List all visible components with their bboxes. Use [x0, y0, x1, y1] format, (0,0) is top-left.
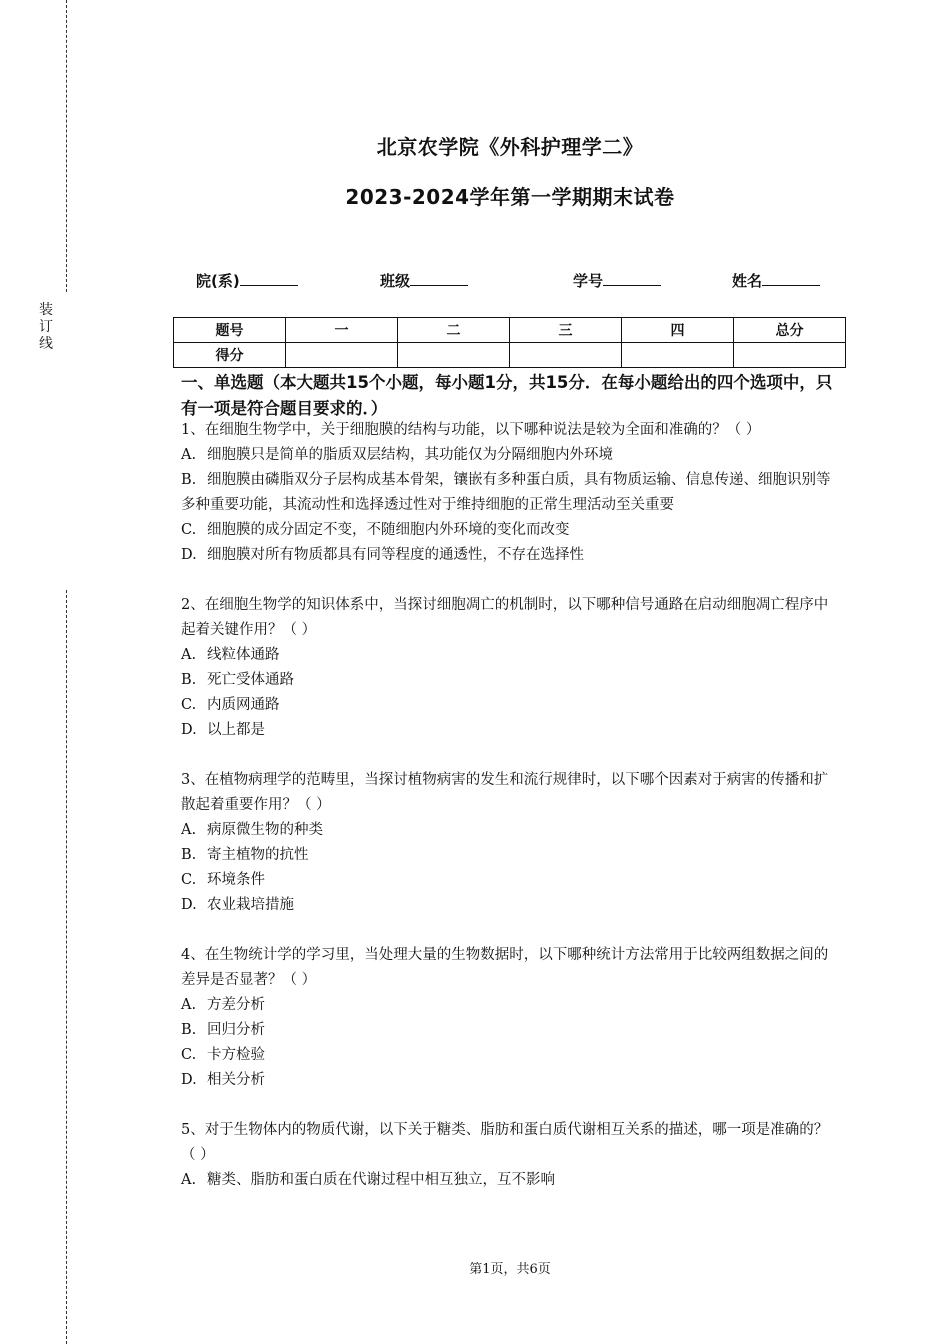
option-text: 细胞膜只是简单的脂质双层结构，其功能仅为分隔细胞内外环境 [207, 447, 613, 463]
department-label: 院(系) [196, 272, 240, 290]
score-cell[interactable] [622, 343, 734, 368]
option-letter: B. [181, 672, 197, 688]
score-table-header-cell: 四 [622, 318, 734, 343]
question-option[interactable] [181, 468, 841, 518]
question-option[interactable] [181, 668, 841, 693]
option-text: 线粒体通路 [207, 647, 280, 663]
exam-title: 北京农学院《外科护理学二》 [376, 135, 644, 159]
department-field[interactable] [196, 270, 298, 291]
option-letter: D. [181, 1072, 197, 1088]
question-option[interactable] [181, 1018, 841, 1043]
option-text: 病原微生物的种类 [207, 822, 323, 838]
question-stem: 2、在细胞生物学的知识体系中，当探讨细胞凋亡的机制时，以下哪种信号通路在启动细胞凋亡程序中起着关键作用？（ ） [181, 597, 829, 638]
option-letter: D. [181, 547, 197, 563]
question-option[interactable] [181, 443, 841, 468]
option-letter: A. [181, 1172, 197, 1188]
option-letter: A. [181, 647, 197, 663]
question-list [181, 418, 841, 1218]
option-text: 死亡受体通路 [207, 672, 294, 688]
option-text: 相关分析 [207, 1072, 265, 1088]
class-field[interactable] [380, 270, 468, 291]
option-text: 环境条件 [207, 872, 265, 888]
binding-label: 装订线 [39, 302, 53, 352]
score-cell[interactable] [286, 343, 398, 368]
name-label: 姓名 [732, 272, 763, 290]
option-letter: C. [181, 1047, 197, 1063]
question-option[interactable] [181, 693, 841, 718]
question [181, 593, 841, 743]
question-option[interactable] [181, 518, 841, 543]
score-table-header-cell: 三 [510, 318, 622, 343]
question [181, 418, 841, 568]
student-id-label: 学号 [573, 272, 604, 290]
option-letter: A. [181, 997, 197, 1013]
question-option[interactable] [181, 1168, 841, 1193]
page-footer: 第1页，共6页 [469, 1262, 551, 1277]
option-letter: A. [181, 447, 197, 463]
name-field[interactable] [732, 270, 820, 291]
question-stem: 1、在细胞生物学中，关于细胞膜的结构与功能，以下哪种说法是较为全面和准确的？（ ） [181, 422, 761, 438]
score-table-score-row [174, 343, 846, 368]
question [181, 768, 841, 918]
exam-subtitle: 2023-2024学年第一学期期末试卷 [345, 185, 675, 209]
option-letter: B. [181, 1022, 197, 1038]
option-letter: D. [181, 897, 197, 913]
name-blank[interactable] [762, 270, 820, 286]
question-option[interactable] [181, 1068, 841, 1093]
option-text: 回归分析 [207, 1022, 265, 1038]
question-option[interactable] [181, 1043, 841, 1068]
question-option[interactable] [181, 893, 841, 918]
score-table-header-cell: 总分 [734, 318, 846, 343]
option-text: 以上都是 [207, 722, 265, 738]
option-text: 细胞膜对所有物质都具有同等程度的通透性，不存在选择性 [207, 547, 584, 563]
question-option[interactable] [181, 843, 841, 868]
option-text: 糖类、脂肪和蛋白质在代谢过程中相互独立，互不影响 [207, 1172, 555, 1188]
score-row-label: 得分 [174, 343, 286, 368]
option-letter: D. [181, 722, 197, 738]
class-label: 班级 [380, 272, 411, 290]
student-info-row [0, 270, 950, 290]
class-blank[interactable] [410, 270, 468, 286]
option-text: 细胞膜由磷脂双分子层构成基本骨架，镶嵌有多种蛋白质，具有物质运输、信息传递、细胞识别等多种重要功能，其流动性和选择透过性对于维持细胞的正常生理活动至关重要 [181, 472, 831, 513]
option-text: 内质网通路 [207, 697, 280, 713]
department-blank[interactable] [240, 270, 298, 286]
score-table [173, 317, 846, 368]
question-stem: 3、在植物病理学的范畴里，当探讨植物病害的发生和流行规律时，以下哪个因素对于病害的传播和扩散起着重要作用？（ ） [181, 772, 829, 813]
score-table-header-cell: 二 [398, 318, 510, 343]
question-stem: 4、在生物统计学的学习里，当处理大量的生物数据时，以下哪种统计方法常用于比较两组数据之间的差异是否显著？（ ） [181, 947, 829, 988]
question-option[interactable] [181, 868, 841, 893]
question-option[interactable] [181, 643, 841, 668]
question-option[interactable] [181, 993, 841, 1018]
question-option[interactable] [181, 543, 841, 568]
score-cell-total[interactable] [734, 343, 846, 368]
student-id-blank[interactable] [603, 270, 661, 286]
option-text: 方差分析 [207, 997, 265, 1013]
question [181, 943, 841, 1093]
option-text: 卡方检验 [207, 1047, 265, 1063]
option-letter: C. [181, 522, 197, 538]
option-text: 农业栽培措施 [207, 897, 294, 913]
option-text: 寄主植物的抗性 [207, 847, 309, 863]
option-text: 细胞膜的成分固定不变，不随细胞内外环境的变化而改变 [207, 522, 570, 538]
score-cell[interactable] [398, 343, 510, 368]
score-table-header-cell: 题号 [174, 318, 286, 343]
score-cell[interactable] [510, 343, 622, 368]
section-title: 一、单选题（本大题共15个小题，每小题1分，共15分．在每小题给出的四个选项中，只有一项是符合题目要求的．） [181, 373, 833, 418]
question-option[interactable] [181, 718, 841, 743]
question [181, 1118, 841, 1193]
option-letter: B. [181, 472, 197, 488]
option-letter: C. [181, 872, 197, 888]
question-option[interactable] [181, 818, 841, 843]
option-letter: A. [181, 822, 197, 838]
student-id-field[interactable] [573, 270, 661, 291]
option-letter: B. [181, 847, 197, 863]
binding-dashed-line-bottom [66, 590, 67, 1344]
score-table-header-cell: 一 [286, 318, 398, 343]
question-stem: 5、对于生物体内的物质代谢，以下关于糖类、脂肪和蛋白质代谢相互关系的描述，哪一项是准确的？（ ） [181, 1122, 829, 1163]
option-letter: C. [181, 697, 197, 713]
score-table-header-row [174, 318, 846, 343]
